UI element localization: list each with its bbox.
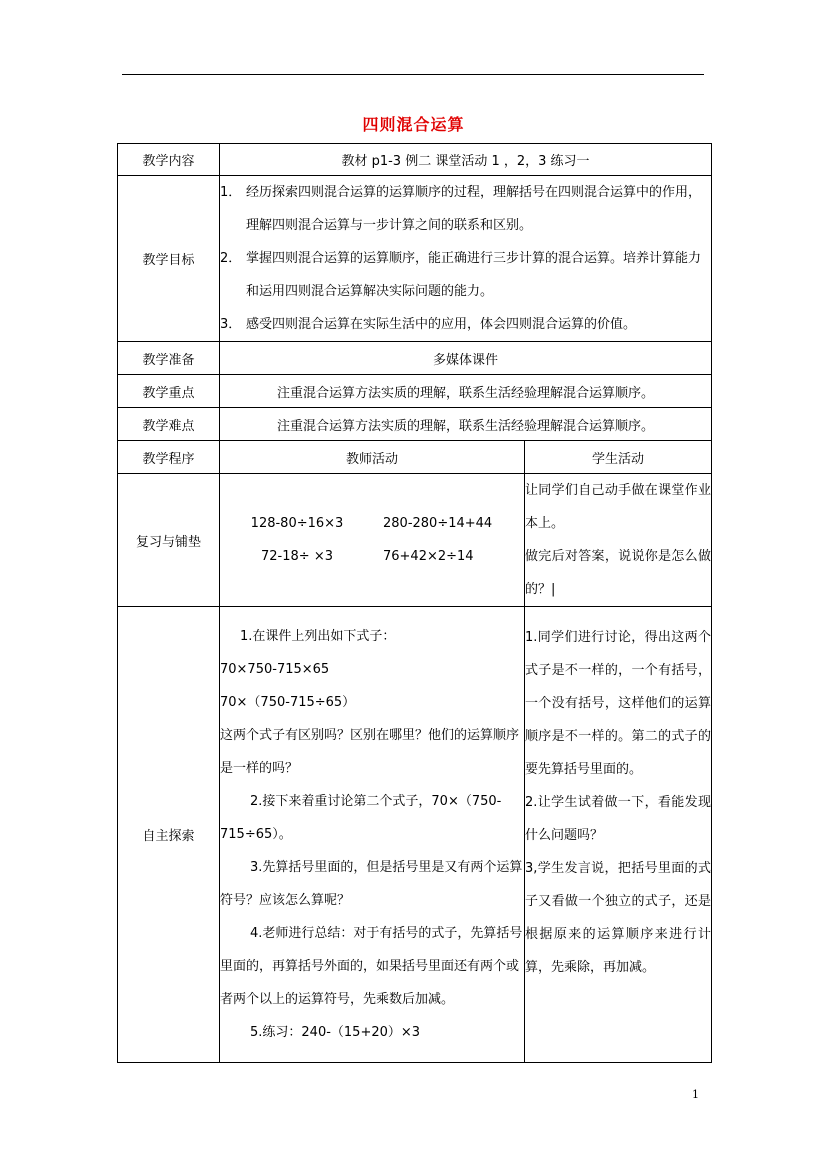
teacher-paragraph: 3.先算括号里面的，但是括号里是又有两个运算符号？应该怎么算呢？ xyxy=(220,860,523,908)
explore-teacher-activity xyxy=(220,607,525,1063)
teacher-paragraph: 4.老师进行总结：对于有括号的式子，先算括号里面的，再算括号外面的，如果括号里面还有两个或者两个以上的运算符号，先乘数后加减。 xyxy=(220,926,523,1007)
goal-item: 1． 经历探索四则混合运算的运算顺序的过程，理解括号在四则混合运算中的作用，理解四则混合运算与一步计算之间的联系和区别。 xyxy=(220,185,702,233)
teacher-paragraph: 2.接下来着重讨论第二个式子，70×（750-715÷65）。 xyxy=(220,794,502,842)
value-prep: 多媒体课件 xyxy=(220,342,712,375)
row-review xyxy=(118,474,712,607)
goal-item: 2． 掌握四则混合运算的运算顺序，能正确进行三步计算的混合运算。培养计算能力和运用四则混合运算解决实际问题的能力。 xyxy=(220,251,702,299)
value-goals xyxy=(220,176,712,342)
goal-item: 3． 感受四则混合运算在实际生活中的应用，体会四则混合运算的价值。 xyxy=(220,317,637,332)
label-goals: 教学目标 xyxy=(118,176,220,342)
review-expressions xyxy=(220,474,525,607)
label-procedure: 教学程序 xyxy=(118,441,220,474)
label-prep: 教学准备 xyxy=(118,342,220,375)
row-prep xyxy=(118,342,712,375)
teacher-paragraph: 5.练习：240-（15+20）×3 xyxy=(250,1025,421,1040)
expression: 76+42×2÷14 xyxy=(383,549,474,564)
value-content: 教材 p1-3 例二 课堂活动 1 ，2，3 练习一 xyxy=(220,144,712,176)
label-review: 复习与铺垫 xyxy=(118,474,220,607)
student-paragraph: 1.同学们进行讨论，得出这两个式子是不一样的，一个有括号，一个没有括号，这样他们的运算顺序是不一样的。第二的式子的要先算括号里面的。 xyxy=(525,630,711,777)
teacher-activity-header: 教师活动 xyxy=(220,441,525,474)
teacher-paragraph: 1.在课件上列出如下式子： xyxy=(240,629,396,644)
header-rule xyxy=(122,74,704,75)
student-paragraph: 3,学生发言说，把括号里面的式子又看做一个独立的式子，还是根据原来的运算顺序来进行计算，先乘除，再加减。 xyxy=(525,861,711,975)
row-content xyxy=(118,144,712,176)
student-paragraph: 2.让学生试着做一下，看能发现什么问题吗？ xyxy=(525,795,711,843)
student-activity-header: 学生活动 xyxy=(525,441,712,474)
label-difficulty: 教学难点 xyxy=(118,408,220,441)
row-explore xyxy=(118,607,712,1063)
expression-row xyxy=(220,540,524,573)
teacher-paragraph: 70×750-715×65 xyxy=(220,662,330,677)
student-paragraph: 让同学们自己动手做在课堂作业本上。 xyxy=(525,483,711,531)
expression: 280-280÷14+44 xyxy=(383,516,493,531)
teacher-paragraph: 这两个式子有区别吗？区别在哪里？他们的运算顺序是一样的吗？ xyxy=(220,728,520,776)
page-number: 1 xyxy=(692,1088,699,1101)
review-student-activity xyxy=(525,474,712,607)
explore-student-activity xyxy=(525,607,712,1063)
student-paragraph: 做完后对答案，说说你是怎么做的？| xyxy=(525,549,711,597)
row-procedure xyxy=(118,441,712,474)
row-goals xyxy=(118,176,712,342)
expression: 72-18÷ ×3 xyxy=(261,549,333,564)
label-explore: 自主探索 xyxy=(118,607,220,1063)
lesson-plan-table xyxy=(117,143,712,1063)
label-key: 教学重点 xyxy=(118,375,220,408)
value-key: 注重混合运算方法实质的理解，联系生活经验理解混合运算顺序。 xyxy=(220,375,712,408)
value-difficulty: 注重混合运算方法实质的理解，联系生活经验理解混合运算顺序。 xyxy=(220,408,712,441)
row-difficulty xyxy=(118,408,712,441)
row-key xyxy=(118,375,712,408)
expression: 128-80÷16×3 xyxy=(250,516,344,531)
document-title: 四则混合运算 xyxy=(362,115,465,134)
teacher-paragraph: 70×（750-715÷65） xyxy=(220,695,356,710)
label-content: 教学内容 xyxy=(118,144,220,176)
expression-row xyxy=(220,507,524,540)
